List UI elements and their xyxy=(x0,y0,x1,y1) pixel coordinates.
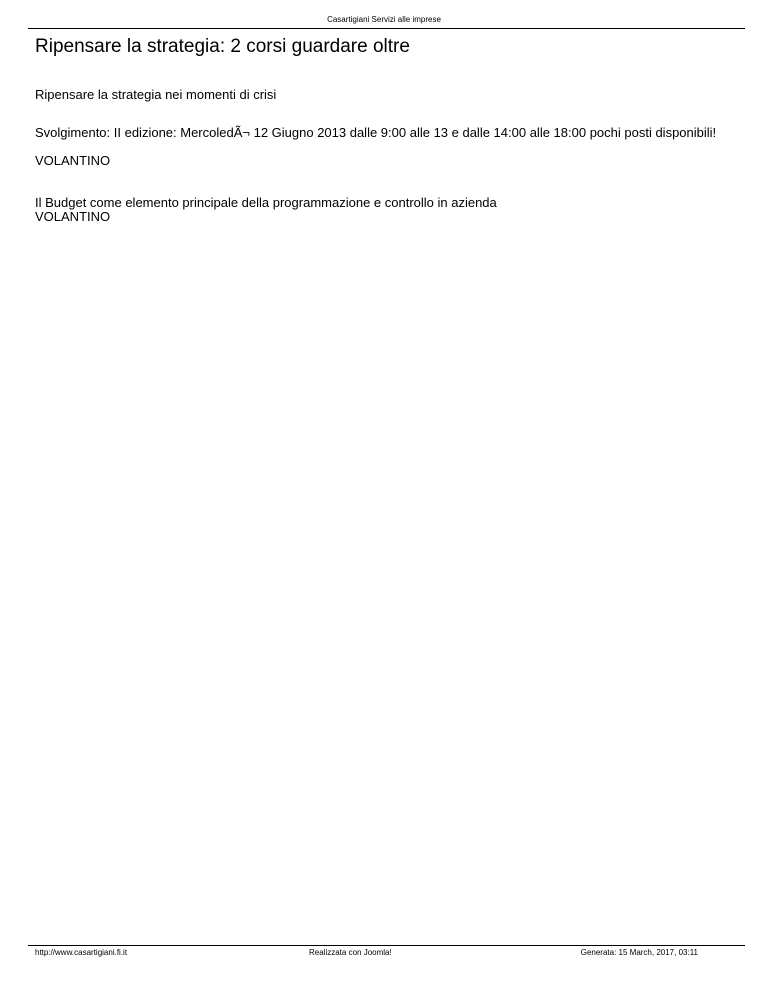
course-1-flyer-link[interactable]: VOLANTINO xyxy=(35,153,111,168)
course-2-flyer-link[interactable]: VOLANTINO xyxy=(35,209,111,224)
page-title: Ripensare la strategia: 2 corsi guardare oltre xyxy=(35,36,410,57)
site-header-title: Casartigiani Servizi alle imprese xyxy=(327,15,441,24)
footer-url[interactable]: http://www.casartigiani.fi.it xyxy=(35,948,128,957)
footer-credit: Realizzata con Joomla! xyxy=(309,948,392,957)
footer-divider xyxy=(28,945,745,946)
footer-generated-date: Generata: 15 March, 2017, 03:11 xyxy=(580,948,698,957)
course-1-schedule: Svolgimento: II edizione: MercoledÃ¬ 12 Giugno 2013 dalle 9:00 alle 13 e dalle 14:00 alle 18:00 pochi posti disponibili! xyxy=(35,125,717,140)
course-1-title: Ripensare la strategia nei momenti di crisi xyxy=(35,87,277,102)
header-divider xyxy=(28,28,745,29)
course-2-title: Il Budget come elemento principale della programmazione e controllo in azienda xyxy=(35,195,497,210)
